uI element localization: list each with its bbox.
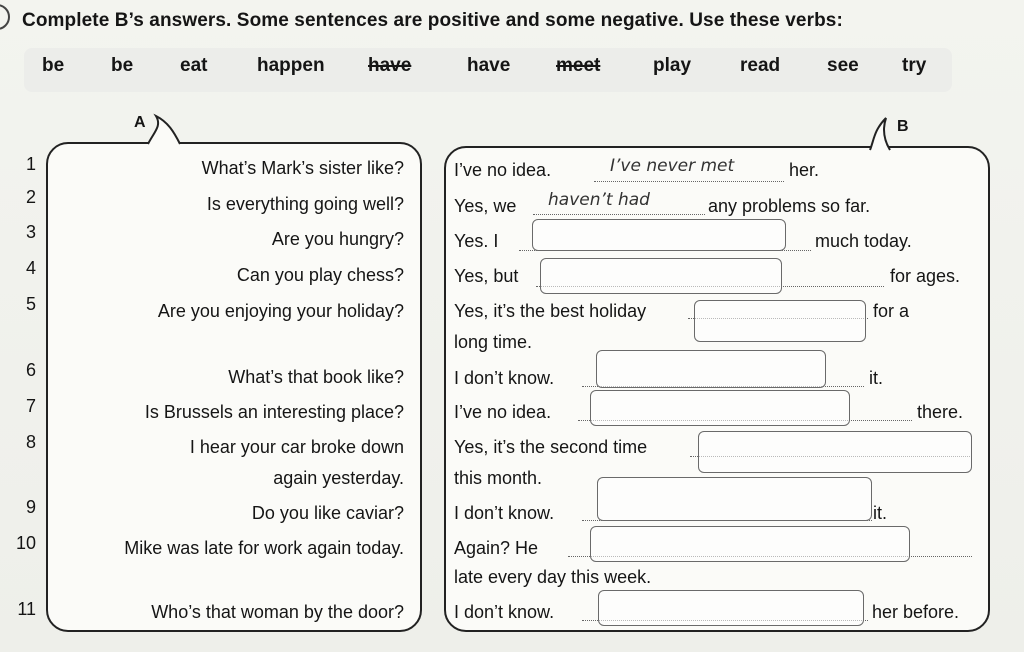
item-number: 5: [25, 294, 36, 314]
answer-prefix: Yes, it’s the second time: [454, 437, 648, 457]
answer-line: [533, 214, 705, 215]
question-text: Mike was late for work again today.: [124, 538, 404, 558]
verb-item: see: [827, 55, 859, 76]
speaker-a-tail: [120, 110, 200, 150]
question-text: What’s that book like?: [228, 367, 404, 387]
answer-suffix: her before.: [872, 602, 960, 622]
question-text: Are you enjoying your holiday?: [157, 301, 404, 321]
question-text: Do you like caviar?: [251, 503, 404, 523]
answer-prefix: I’ve no idea.: [454, 160, 552, 180]
exercise-bullet: [0, 4, 10, 30]
verb-item: play: [653, 55, 692, 76]
item-number: 1: [25, 154, 36, 174]
verb-item-crossed: have: [368, 55, 412, 76]
answer-continuation: late every day this week.: [454, 567, 652, 587]
answer-continuation: this month.: [454, 468, 543, 488]
item-number: 3: [25, 222, 36, 242]
item-number: 2: [25, 187, 36, 207]
answer-suffix: for a: [873, 301, 910, 321]
verb-item-crossed: meet: [556, 55, 601, 76]
answer-prefix: Yes, we: [454, 196, 517, 216]
answer-input-11[interactable]: [598, 590, 864, 626]
answer-prefix: Yes, but: [454, 266, 519, 286]
answer-input-6[interactable]: [596, 350, 826, 388]
answer-suffix: much today.: [815, 231, 912, 251]
answer-input-4[interactable]: [540, 258, 782, 294]
item-number: 6: [25, 360, 36, 380]
answer-input-10[interactable]: [590, 526, 910, 562]
answer-prefix: I don’t know.: [454, 368, 555, 388]
answer-suffix: there.: [917, 402, 964, 422]
question-text: Can you play chess?: [236, 265, 404, 285]
answer-input-3[interactable]: [532, 219, 786, 251]
answer-input-7[interactable]: [590, 390, 850, 426]
answer-line: [594, 181, 784, 182]
verb-item: eat: [180, 55, 208, 76]
question-text: Who’s that woman by the door?: [151, 602, 404, 622]
question-text: Are you hungry?: [271, 229, 404, 249]
answer-suffix: her.: [789, 160, 820, 180]
question-text: Is Brussels an interesting place?: [144, 402, 404, 422]
question-text-continued: again yesterday.: [273, 468, 404, 488]
answer-suffix: it.: [873, 503, 888, 523]
item-number: 4: [25, 258, 36, 278]
question-text: Is everything going well?: [206, 194, 404, 214]
item-number: 8: [25, 432, 36, 452]
answer-prefix: I don’t know.: [454, 503, 555, 523]
verb-item: try: [902, 55, 927, 76]
answer-prefix: I don’t know.: [454, 602, 555, 622]
answer-input-8[interactable]: [698, 431, 972, 473]
verb-item: happen: [257, 55, 325, 76]
speaker-b-label: B: [897, 118, 909, 135]
answer-prefix: Again? He: [454, 538, 539, 558]
handwritten-answer: haven’t had: [548, 190, 650, 210]
answer-prefix: I’ve no idea.: [454, 402, 552, 422]
answer-suffix: any problems so far.: [708, 196, 871, 216]
answer-input-5[interactable]: [694, 300, 866, 342]
answer-input-9[interactable]: [597, 477, 872, 521]
verb-item: have: [467, 55, 511, 76]
answer-continuation: long time.: [454, 332, 533, 352]
instruction-text: Complete B’s answers. Some sentences are positive and some negative. Use these verbs:: [22, 10, 843, 31]
question-text: I hear your car broke down: [189, 437, 404, 457]
answer-suffix: for ages.: [890, 266, 961, 286]
item-number: 7: [25, 396, 36, 416]
answer-suffix: it.: [869, 368, 884, 388]
item-number: 11: [17, 599, 36, 619]
verb-item: be: [42, 55, 65, 76]
verb-item: read: [740, 55, 781, 76]
speaker-a-label: A: [134, 114, 146, 131]
item-number: 9: [25, 497, 36, 517]
speaker-b-tail: [860, 112, 920, 152]
item-number: 10: [15, 533, 36, 553]
answer-prefix: Yes, it’s the best holiday: [454, 301, 647, 321]
handwritten-answer: I’ve never met: [610, 156, 735, 176]
verb-item: be: [111, 55, 134, 76]
answer-prefix: Yes. I: [454, 231, 499, 251]
question-text: What’s Mark’s sister like?: [201, 158, 404, 178]
